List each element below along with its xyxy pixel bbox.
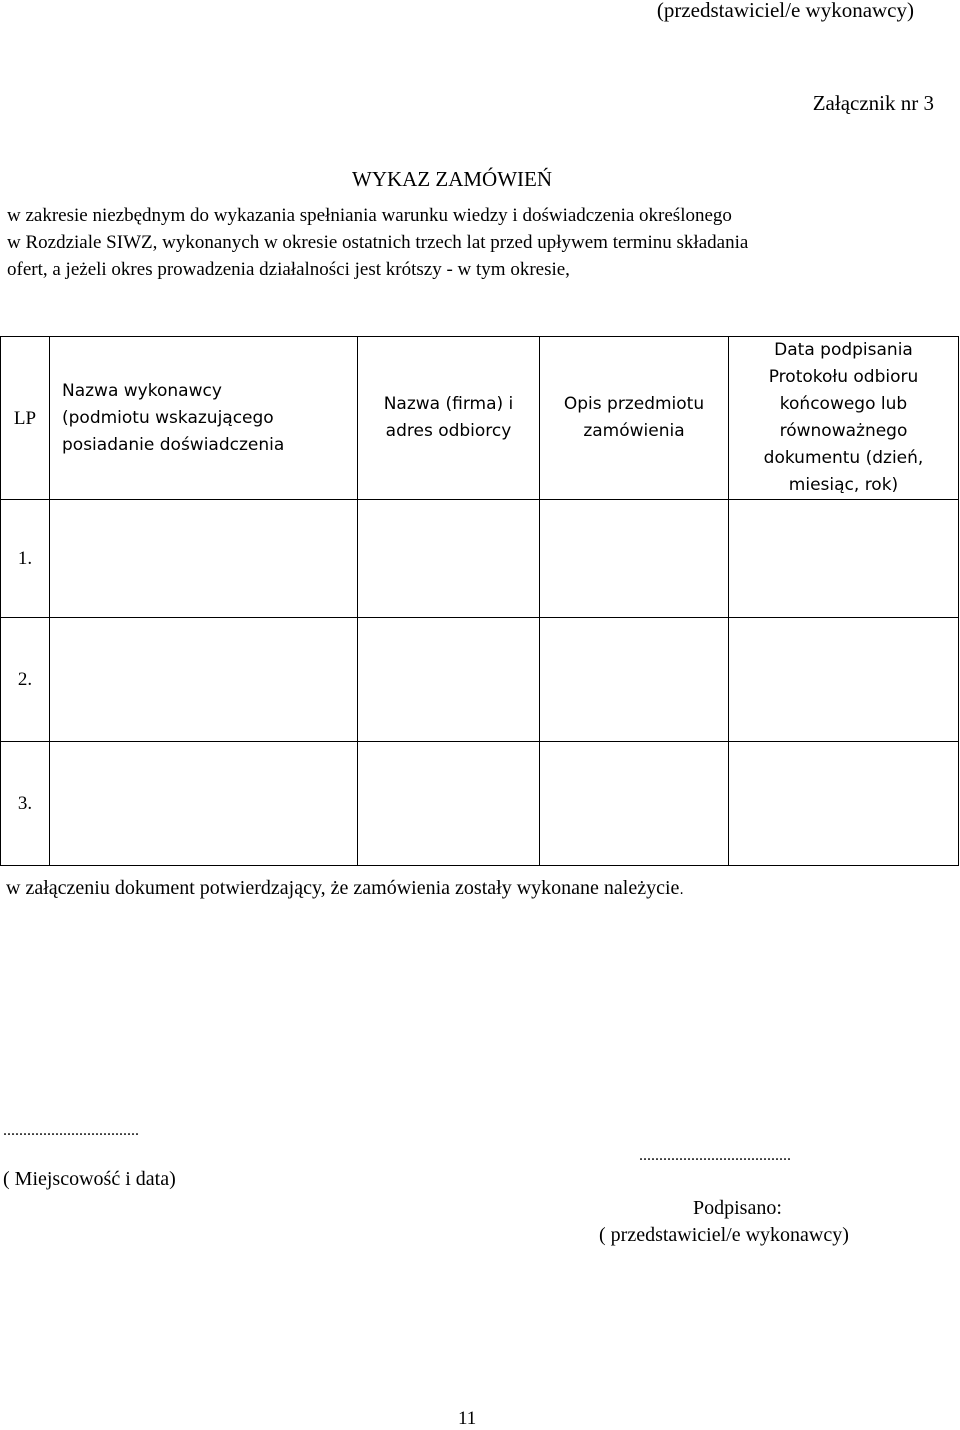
header-recipient-text: Nazwa (firma) i adres odbiorcy: [383, 394, 514, 441]
row-cell-contractor[interactable]: [50, 742, 358, 866]
representative-caption-bottom: ( przedstawiciel/e wykonawcy): [599, 1224, 849, 1246]
row-lp: 2.: [1, 618, 50, 742]
row-cell-date[interactable]: [729, 500, 959, 618]
document-title: WYKAZ ZAMÓWIEŃ: [352, 167, 553, 191]
enclosure-note-period: .: [679, 882, 684, 898]
enclosure-note-text: w załączeniu dokument potwierdzający, że zamówienia zostały wykonane należycie: [6, 877, 680, 899]
place-date-caption: ( Miejscowość i data): [3, 1168, 176, 1190]
intro-line-1: w zakresie niezbędnym do wykazania spełniania warunku wiedzy i doświadczenia określonego: [7, 205, 732, 226]
place-date-dotted-line: ..................................: [3, 1122, 139, 1139]
header-acceptance-date-text: Data podpisania Protokołu odbioru końcowego lub równoważnego dokumentu (dzień, miesiąc, rok): [763, 340, 924, 495]
row-cell-date[interactable]: [729, 742, 959, 866]
row-cell-date[interactable]: [729, 618, 959, 742]
header-recipient: [358, 337, 540, 500]
signature-dotted-line: ......................................: [639, 1147, 791, 1164]
signed-label: Podpisano:: [693, 1197, 782, 1219]
header-acceptance-date: [729, 337, 959, 500]
table-row: [1, 618, 959, 742]
enclosure-note: [6, 877, 684, 900]
page-number: 11: [458, 1408, 477, 1429]
intro-line-3: ofert, a jeżeli okres prowadzenia działalności jest krótszy - w tym okresie,: [7, 259, 570, 280]
intro-line-2: w Rozdziale SIWZ, wykonanych w okresie ostatnich trzech lat przed upływem terminu składania: [7, 232, 749, 253]
row-cell-description[interactable]: [540, 618, 729, 742]
row-cell-contractor[interactable]: [50, 500, 358, 618]
row-lp: 1.: [1, 500, 50, 618]
header-order-description: [540, 337, 729, 500]
header-contractor-name-text: Nazwa wykonawcy (podmiotu wskazującego posiadanie doświadczenia: [62, 380, 285, 455]
header-contractor-name: [50, 337, 358, 500]
row-cell-recipient[interactable]: [358, 742, 540, 866]
table-row: [1, 742, 959, 866]
attachment-label: Załącznik nr 3: [812, 91, 934, 115]
row-cell-contractor[interactable]: [50, 618, 358, 742]
table-header-row: [1, 337, 959, 500]
representative-caption-top: (przedstawiciel/e wykonawcy): [656, 0, 914, 22]
row-cell-description[interactable]: [540, 742, 729, 866]
row-cell-description[interactable]: [540, 500, 729, 618]
orders-table: [0, 336, 959, 866]
header-order-description-text: Opis przedmiotu zamówienia: [563, 394, 705, 441]
table-row: [1, 500, 959, 618]
row-lp: 3.: [1, 742, 50, 866]
row-cell-recipient[interactable]: [358, 618, 540, 742]
header-lp: LP: [1, 337, 50, 500]
row-cell-recipient[interactable]: [358, 500, 540, 618]
